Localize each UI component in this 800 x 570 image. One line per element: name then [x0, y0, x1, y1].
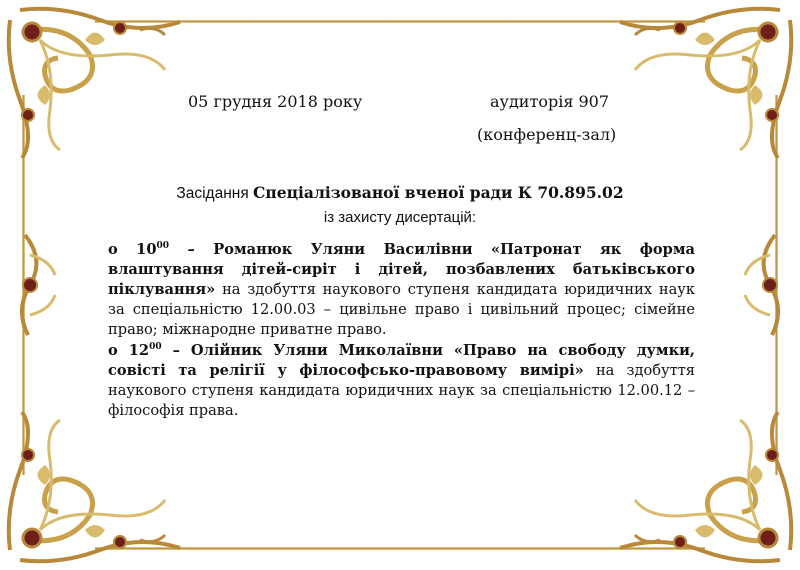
heading-prefix: Засідання — [176, 185, 254, 202]
defense-item — [108, 236, 695, 340]
defense-title: – Олійник Уляни Миколаївни «Право на свободу думки, совісті та релігії у філософсько-правовому вимірі» — [108, 341, 696, 379]
ornament-corner-icon — [0, 0, 190, 160]
council-name: Спеціалізованої вченої ради К 70.895.02 — [253, 183, 624, 202]
event-room: аудиторія 907 — [490, 92, 610, 111]
page-title — [0, 183, 800, 203]
ornament-corner-icon — [0, 410, 190, 570]
defense-time: о $12^{00}$ — [108, 341, 162, 359]
defense-details: на здобуття наукового ступеня кандидата юридичних наук за спеціальністю 12.00.12 – філософія права. — [108, 361, 695, 419]
defense-details: на здобуття наукового ступеня кандидата юридичних наук за спеціальністю 12.00.03 – цивільне право і цивільний процес; сімейне право; міжнародне приватне право. — [108, 280, 695, 338]
event-room-note: (конференц-зал) — [477, 125, 617, 144]
event-date: 05 грудня 2018 року — [188, 92, 363, 111]
defense-title: – Романюк Уляни Василівни «Патронат як форма влаштування дітей-сиріт і дітей, позбавлених батьківського піклування» — [108, 240, 695, 298]
ornament-corner-icon — [610, 410, 800, 570]
ornament-side-icon — [730, 230, 800, 340]
ornament-side-icon — [0, 230, 70, 340]
defense-time: о $10^{00}$ — [108, 240, 170, 258]
page-subtitle: із захисту дисертацій: — [323, 209, 477, 226]
ornament-corner-icon — [610, 0, 800, 160]
defense-item — [108, 337, 695, 421]
